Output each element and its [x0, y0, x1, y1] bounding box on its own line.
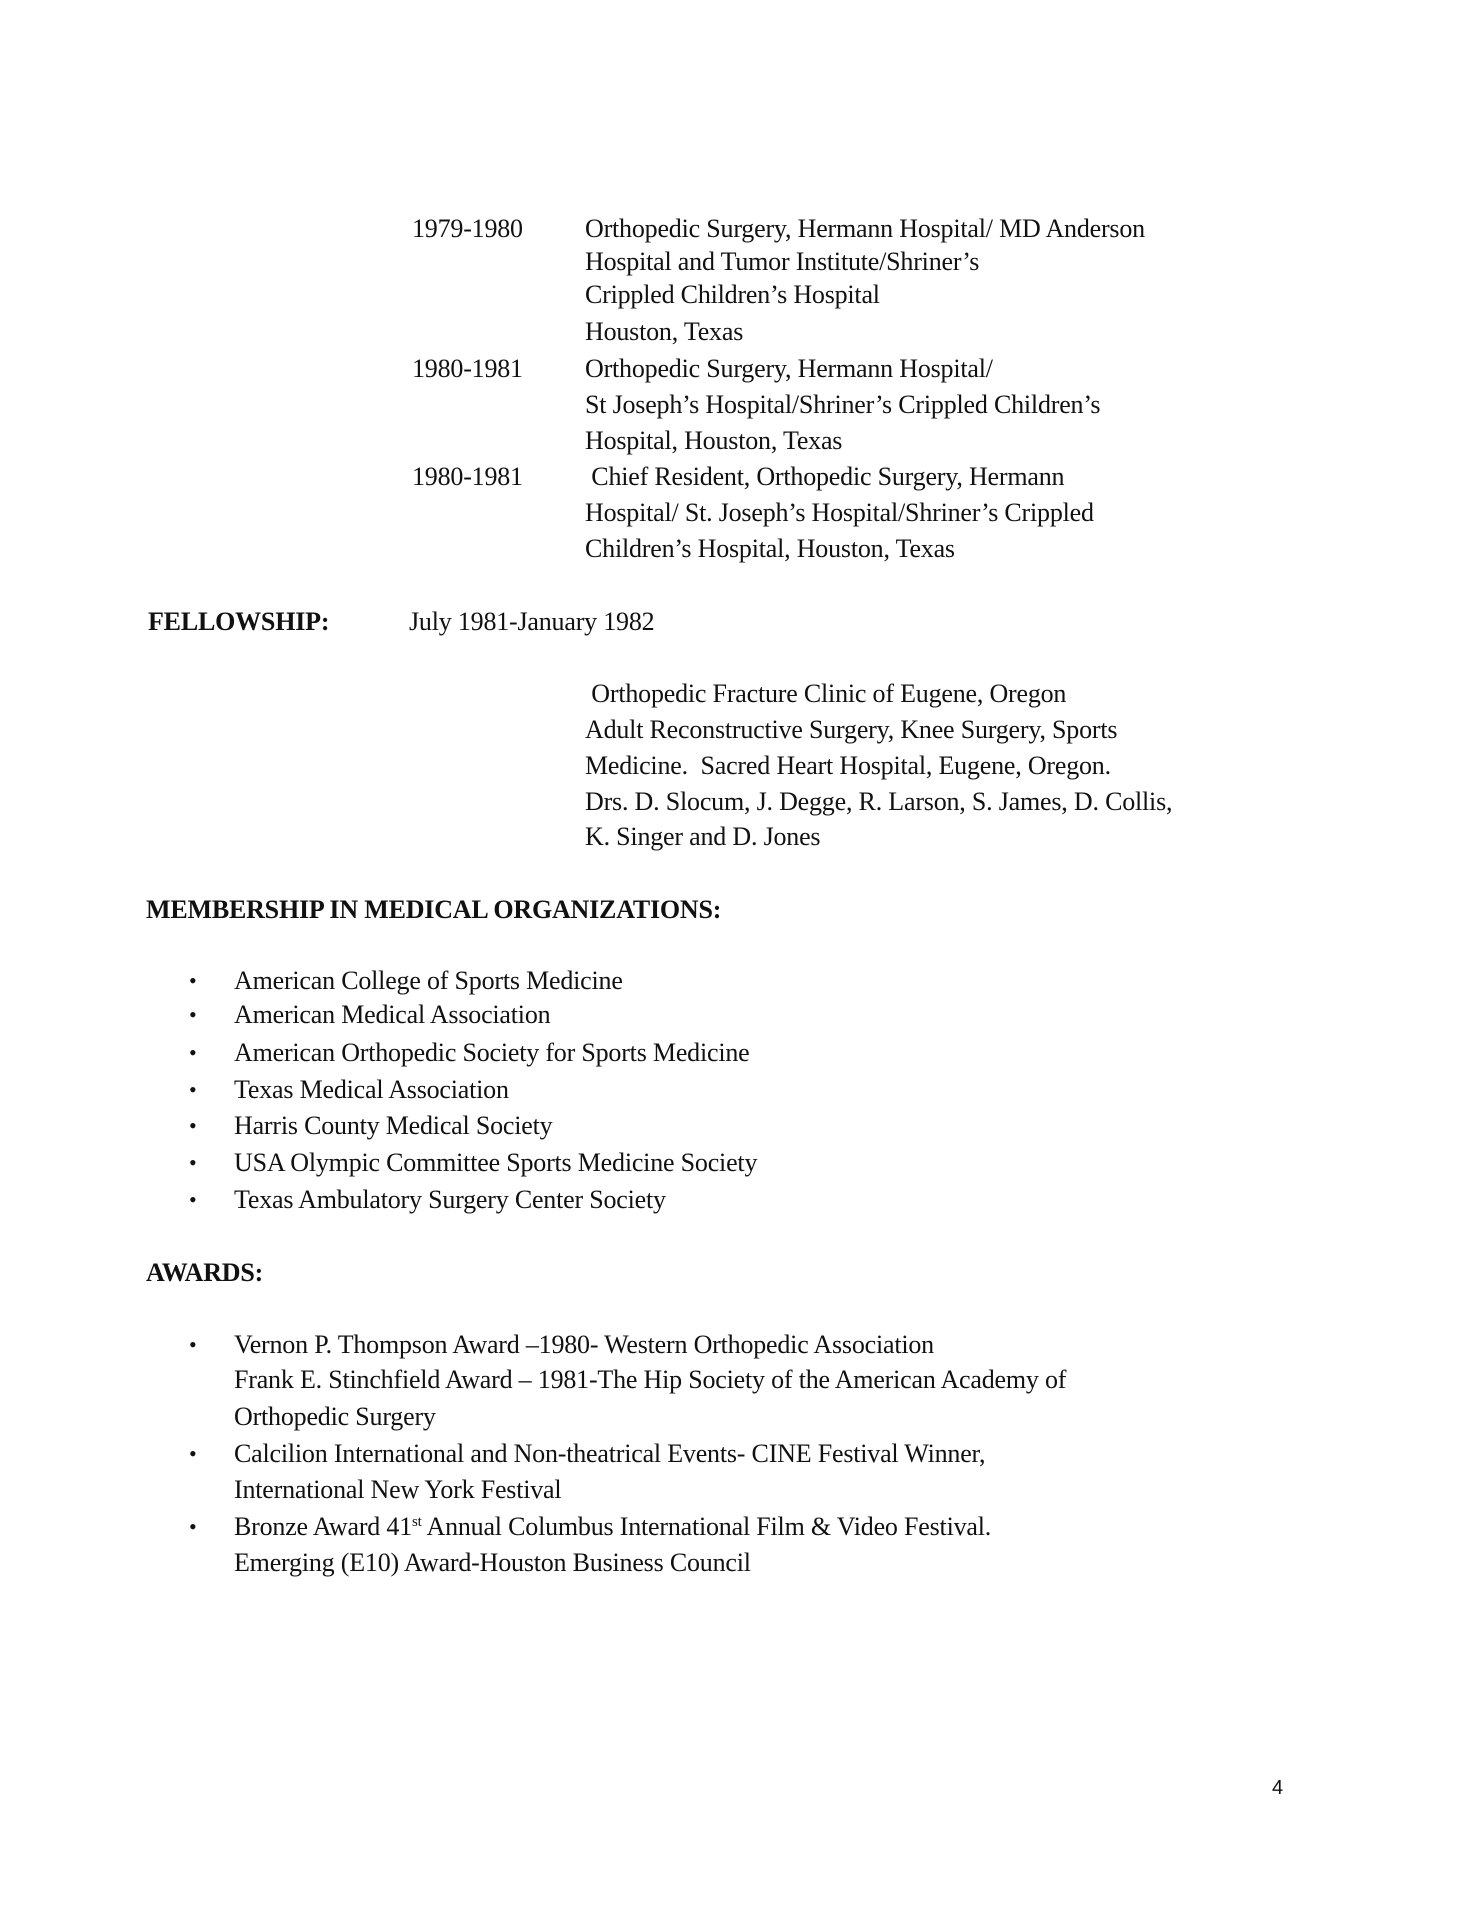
- award-line: International New York Festival: [234, 1475, 562, 1504]
- training-line: Houston, Texas: [585, 317, 744, 346]
- fellowship-line: Drs. D. Slocum, J. Degge, R. Larson, S. James, D. Collis,: [585, 787, 1173, 816]
- membership-item: American Medical Association: [234, 1000, 551, 1029]
- membership-item: American Orthopedic Society for Sports Medicine: [234, 1038, 750, 1067]
- membership-item: Texas Ambulatory Surgery Center Society: [234, 1185, 666, 1214]
- award-text: Annual Columbus International Film & Video Festival.: [421, 1512, 992, 1541]
- award-line: Orthopedic Surgery: [234, 1402, 436, 1431]
- training-line: Hospital and Tumor Institute/Shriner’s: [585, 247, 980, 276]
- fellowship-line: K. Singer and D. Jones: [585, 822, 821, 851]
- training-line: Hospital/ St. Joseph’s Hospital/Shriner’s Crippled: [585, 498, 1094, 527]
- fellowship-line: Adult Reconstructive Surgery, Knee Surgery, Sports: [585, 715, 1118, 744]
- training-line: Orthopedic Surgery, Hermann Hospital/ MD Anderson: [585, 214, 1145, 243]
- award-line: [234, 1512, 991, 1542]
- training-years: 1980-1981: [412, 462, 523, 491]
- fellowship-line: Orthopedic Fracture Clinic of Eugene, Oregon: [585, 679, 1067, 708]
- training-years: 1980-1981: [412, 354, 523, 383]
- award-line: Calcilion International and Non-theatrical Events- CINE Festival Winner,: [234, 1439, 986, 1468]
- bullet-icon: •: [189, 1187, 197, 1212]
- fellowship-line: Medicine. Sacred Heart Hospital, Eugene, Oregon.: [585, 751, 1111, 780]
- bullet-icon: •: [189, 1040, 197, 1065]
- training-line: Orthopedic Surgery, Hermann Hospital/: [585, 354, 993, 383]
- bullet-icon: •: [189, 1150, 197, 1175]
- membership-item: USA Olympic Committee Sports Medicine Society: [234, 1148, 758, 1177]
- page-number: 4: [1272, 1777, 1284, 1799]
- awards-heading: AWARDS:: [146, 1258, 264, 1287]
- membership-item: Harris County Medical Society: [234, 1111, 553, 1140]
- bullet-icon: •: [189, 1077, 197, 1102]
- ordinal-suffix: st: [412, 1514, 422, 1530]
- bullet-icon: •: [189, 968, 197, 993]
- training-years: 1979-1980: [412, 214, 523, 243]
- award-line: Frank E. Stinchfield Award – 1981-The Hip Society of the American Academy of: [234, 1365, 1067, 1394]
- bullet-icon: •: [189, 1441, 197, 1466]
- training-line: St Joseph’s Hospital/Shriner’s Crippled Children’s: [585, 390, 1101, 419]
- bullet-icon: •: [189, 1113, 197, 1138]
- bullet-icon: •: [189, 1332, 197, 1357]
- award-text: Bronze Award 41: [234, 1512, 413, 1541]
- award-line: Emerging (E10) Award-Houston Business Council: [234, 1548, 751, 1577]
- bullet-icon: •: [189, 1002, 197, 1027]
- membership-heading: MEMBERSHIP IN MEDICAL ORGANIZATIONS:: [146, 895, 722, 924]
- fellowship-dates: July 1981-January 1982: [409, 607, 655, 636]
- training-line: Children’s Hospital, Houston, Texas: [585, 534, 955, 563]
- award-line: Vernon P. Thompson Award –1980- Western Orthopedic Association: [234, 1330, 934, 1359]
- training-line: Chief Resident, Orthopedic Surgery, Hermann: [585, 462, 1065, 491]
- membership-item: American College of Sports Medicine: [234, 966, 623, 995]
- bullet-icon: •: [189, 1514, 197, 1539]
- fellowship-heading: FELLOWSHIP:: [148, 607, 330, 636]
- training-line: Hospital, Houston, Texas: [585, 426, 843, 455]
- training-line: Crippled Children’s Hospital: [585, 280, 880, 309]
- membership-item: Texas Medical Association: [234, 1075, 509, 1104]
